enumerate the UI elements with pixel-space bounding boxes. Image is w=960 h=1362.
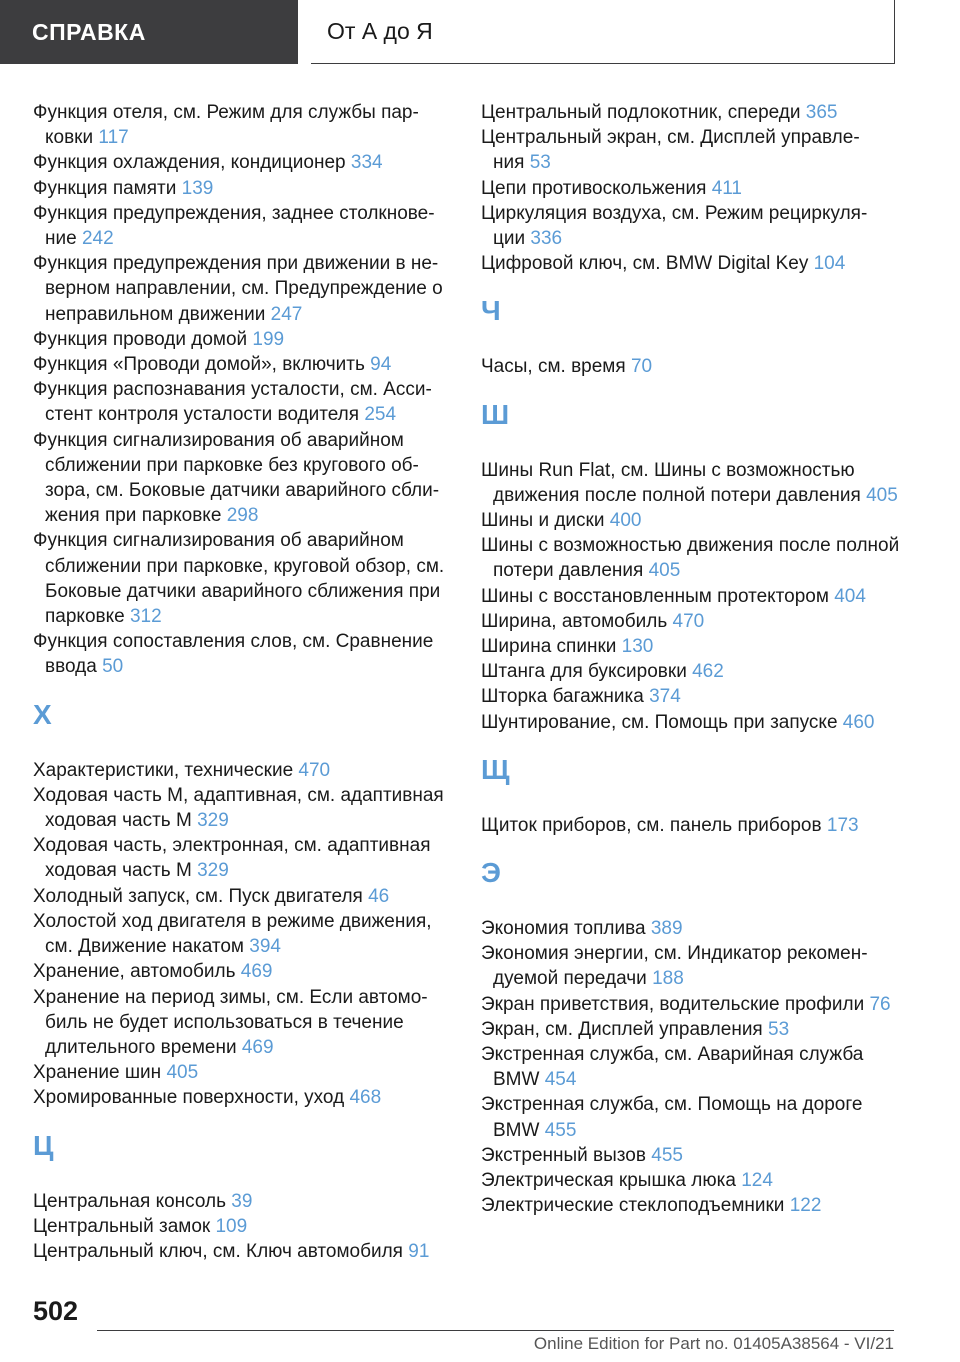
index-entry-text: Экстренная служба, см. Помощь на дороге BMW	[481, 1094, 863, 1141]
index-entry-text: Хранение, автомобиль	[33, 961, 236, 983]
index-entry	[481, 508, 901, 533]
index-entry	[481, 1168, 901, 1193]
index-entry-text: Шины Run Flat, см. Шины с возможностью движения после полной потери давления	[481, 459, 861, 506]
index-entry-text: Холодный запуск, см. Пуск двигателя	[33, 885, 363, 907]
page-number: 502	[33, 1296, 79, 1326]
index-entry-text: Экономия энергии, см. Индикатор рекомендуемой передачи	[481, 943, 868, 990]
page-reference-link[interactable]: 139	[181, 177, 214, 199]
page-reference-link[interactable]: 173	[826, 814, 859, 836]
page-reference-link[interactable]: 117	[98, 127, 129, 149]
page-reference-link[interactable]: 53	[529, 152, 551, 174]
index-entry-text: Хранение шин	[33, 1062, 162, 1084]
index-entry	[481, 916, 901, 941]
index-entry-text: Шины с возможностью движения после полной потери давления	[481, 535, 900, 582]
page-reference-link[interactable]: 470	[298, 759, 331, 781]
header-section-title: СПРАВКА	[32, 18, 146, 45]
page-reference-link[interactable]: 188	[652, 968, 684, 990]
index-entry	[481, 941, 901, 991]
index-entry-text: Экран, см. Дисплей управления	[481, 1018, 763, 1040]
header-subsection-title: От А до Я	[327, 18, 433, 44]
index-entry	[33, 1085, 453, 1110]
section-spacer	[481, 325, 901, 354]
index-entry-text: Функция памяти	[33, 177, 177, 199]
index-entry	[481, 813, 901, 838]
index-entry-text: Циркуляция воздуха, см. Режим рециркуляции	[481, 202, 868, 250]
index-entry-text: Ходовая часть, электронная, см. адаптивная ходовая часть M	[33, 835, 431, 882]
index-entry	[33, 201, 453, 251]
index-entry-text: Функция охлаждения, кондиционер	[33, 152, 346, 174]
page-reference-link[interactable]: 254	[364, 404, 397, 426]
index-entry	[33, 959, 453, 984]
index-entry	[481, 176, 901, 201]
page-reference-link[interactable]: 469	[240, 961, 273, 983]
header-subsection-tab	[311, 0, 895, 64]
page-reference-link[interactable]: 469	[241, 1036, 274, 1058]
page-reference-link[interactable]: 365	[805, 102, 838, 123]
page-reference-link[interactable]: 374	[649, 686, 681, 708]
page-reference-link[interactable]: 400	[609, 510, 642, 532]
page-reference-link[interactable]: 91	[408, 1240, 430, 1262]
page-reference-link[interactable]: 329	[197, 860, 229, 882]
index-entry-text: Холостой ход двигателя в режиме движения, см. Движение накатом	[33, 910, 432, 958]
page-reference-link[interactable]: 455	[651, 1144, 683, 1166]
page-reference-link[interactable]: 199	[252, 328, 285, 350]
section-spacer	[33, 1111, 453, 1132]
index-entry	[33, 629, 453, 679]
index-entry-text: Часы, см. время	[481, 356, 626, 378]
index-entry-text: Шины и диски	[481, 510, 605, 532]
index-entry	[481, 634, 901, 659]
page-reference-link[interactable]: 39	[231, 1190, 253, 1212]
index-entry	[481, 1092, 901, 1142]
index-entry-text: Хранение на период зимы, см. Если автомобиль не будет использоваться в течение длительного времени	[33, 986, 428, 1058]
page-reference-link[interactable]: 122	[789, 1195, 822, 1217]
index-entry	[33, 909, 453, 959]
index-entry-text: Функция сопоставления слов, см. Сравнение ввода	[33, 631, 434, 678]
index-entry	[481, 201, 901, 251]
index-entry-text: Центральная консоль	[33, 1190, 226, 1212]
index-entry-text: Функция сигнализирования об аварийном сближении при парковке, круговой обзор, см. Боковые датчики аварийного сближения при парковке	[33, 530, 445, 628]
section-spacer	[481, 784, 901, 813]
index-entry-text: Функция распознавания усталости, см. Ассистент контроля усталости водителя	[33, 379, 432, 426]
page-reference-link[interactable]: 405	[166, 1062, 199, 1084]
page-reference-link[interactable]: 50	[102, 656, 124, 678]
index-entry-text: Ширина спинки	[481, 636, 617, 658]
page-reference-link[interactable]: 104	[813, 253, 846, 275]
section-letter: Х	[33, 698, 52, 730]
page-reference-link[interactable]: 70	[630, 356, 653, 378]
index-entry-text: Функция сигнализирования об аварийном сближении при парковке без кругового обзора, см. Боковые датчики аварийного сближения при парковке	[33, 429, 440, 527]
index-entry	[481, 684, 901, 709]
page-reference-link[interactable]: 389	[650, 918, 683, 940]
index-entry	[33, 1189, 453, 1214]
index-entry	[481, 609, 901, 634]
section-letter: Ч	[481, 295, 501, 327]
page-reference-link[interactable]: 455	[544, 1119, 577, 1141]
page-reference-link[interactable]: 405	[866, 484, 898, 506]
page-reference-link[interactable]: 124	[741, 1170, 773, 1192]
index-entry-text: Шины с восстановленным протектором	[481, 585, 829, 607]
index-entry-text: Функция проводи домой	[33, 328, 248, 350]
index-entry	[33, 352, 453, 377]
section-letter: Ц	[33, 1129, 54, 1161]
section-spacer	[481, 735, 901, 756]
index-entry-text: Хромированные поверхности, уход	[33, 1087, 345, 1109]
index-entry	[481, 251, 901, 276]
index-entry-text: Экономия топлива	[481, 918, 646, 940]
header-section-tab	[0, 0, 298, 64]
index-entry	[481, 458, 901, 508]
index-entry	[33, 428, 453, 529]
index-entry	[33, 377, 453, 427]
page-reference-link[interactable]: 404	[834, 585, 866, 607]
index-entry	[481, 354, 901, 379]
page-reference-link[interactable]: 336	[530, 228, 563, 250]
index-entry	[33, 783, 453, 833]
footer-divider	[97, 1330, 894, 1331]
index-entry	[33, 758, 453, 783]
section-spacer	[481, 380, 901, 401]
index-entry-text: Цепи противоскольжения	[481, 177, 707, 199]
index-entry-text: Электрическая крышка люка	[481, 1170, 736, 1192]
index-entry	[481, 533, 901, 583]
index-entry	[33, 176, 453, 201]
section-letter: Э	[481, 857, 501, 889]
page-reference-link[interactable]: 470	[672, 610, 705, 632]
index-entry	[33, 985, 453, 1061]
section-spacer	[481, 276, 901, 297]
page-reference-link[interactable]: 242	[81, 228, 114, 250]
index-entry-text: Шунтирование, см. Помощь при запуске	[481, 711, 838, 733]
index-entry	[481, 1017, 901, 1042]
page-reference-link[interactable]: 94	[370, 354, 392, 376]
index-entry-text: Центральный замок	[33, 1215, 211, 1237]
index-entry-text: Шторка багажника	[481, 686, 644, 708]
page-reference-link[interactable]: 460	[842, 711, 875, 733]
section-spacer	[33, 680, 453, 701]
index-entry-text: Цифровой ключ, см. BMW Digital Key	[481, 253, 809, 275]
page-reference-link[interactable]: 298	[226, 505, 259, 527]
index-entry-text: Центральный ключ, см. Ключ автомобиля	[33, 1240, 403, 1262]
page-reference-link[interactable]: 411	[711, 177, 742, 199]
index-entry	[481, 100, 901, 125]
page-reference-link[interactable]: 46	[368, 885, 390, 907]
section-spacer	[33, 729, 453, 758]
index-entry-text: Штанга для буксировки	[481, 661, 687, 683]
page-reference-link[interactable]: 334	[350, 152, 383, 174]
index-entry-text: Функция предупреждения при движении в неверном направлении, см. Предупреждение о неправильном движении	[33, 253, 443, 325]
index-entry	[33, 150, 453, 175]
section-spacer	[33, 1160, 453, 1189]
page-reference-link[interactable]: 405	[648, 560, 681, 582]
page-reference-link[interactable]: 454	[544, 1069, 577, 1091]
index-entry-text: Экран приветствия, водительские профили	[481, 993, 865, 1015]
index-entry	[33, 884, 453, 909]
index-entry	[33, 1214, 453, 1239]
footer-edition: Online Edition for Part no. 01405A38564 - VI/21	[533, 1334, 894, 1353]
index-entry	[33, 528, 453, 629]
index-entry-text: Центральный подлокотник, спереди	[481, 102, 801, 123]
page-reference-link[interactable]: 247	[270, 303, 303, 325]
index-entry	[481, 710, 901, 735]
section-spacer	[481, 887, 901, 916]
page-reference-link[interactable]: 130	[621, 636, 654, 658]
index-entry-text: Центральный экран, см. Дисплей управления	[481, 127, 860, 174]
section-spacer	[481, 838, 901, 859]
section-letter: Щ	[481, 753, 510, 785]
index-entry	[481, 659, 901, 684]
page-reference-link[interactable]: 329	[197, 810, 229, 832]
page-reference-link[interactable]: 312	[129, 606, 162, 628]
index-entry	[33, 327, 453, 352]
index-entry-text: Ширина, автомобиль	[481, 610, 668, 632]
page-reference-link[interactable]: 462	[692, 661, 724, 683]
index-entry-text: Функция предупреждения, заднее столкновение	[33, 202, 435, 250]
index-entry	[481, 992, 901, 1017]
page-reference-link[interactable]: 109	[215, 1215, 248, 1237]
index-column-right	[481, 100, 901, 1219]
index-entry-text: Экстренная служба, см. Аварийная служба BMW	[481, 1044, 864, 1091]
index-entry-text: Функция отеля, см. Режим для службы парковки	[33, 102, 419, 149]
index-entry	[33, 833, 453, 883]
index-entry-text: Щиток приборов, см. панель приборов	[481, 814, 822, 836]
page-reference-link[interactable]: 53	[768, 1018, 790, 1040]
index-entry	[481, 584, 901, 609]
index-entry-text: Электрические стеклоподъемники	[481, 1195, 785, 1217]
index-entry	[33, 251, 453, 327]
index-entry	[481, 1143, 901, 1168]
page-reference-link[interactable]: 394	[249, 936, 281, 958]
index-entry	[481, 1042, 901, 1092]
index-entry-text: Характеристики, технические	[33, 759, 294, 781]
index-entry	[481, 1193, 901, 1218]
index-entry	[33, 1239, 453, 1264]
index-column-left	[33, 100, 453, 1264]
section-spacer	[481, 429, 901, 458]
index-entry	[481, 125, 901, 175]
index-entry-text: Функция «Проводи домой», включить	[33, 354, 365, 376]
index-entry-text: Ходовая часть M, адаптивная, см. адаптивная ходовая часть M	[33, 784, 444, 832]
index-entry	[33, 100, 453, 150]
index-entry-text: Экстренный вызов	[481, 1144, 646, 1166]
page-reference-link[interactable]: 76	[869, 993, 891, 1015]
page-reference-link[interactable]: 468	[349, 1087, 382, 1109]
index-entry	[33, 1060, 453, 1085]
section-letter: Ш	[481, 398, 510, 430]
